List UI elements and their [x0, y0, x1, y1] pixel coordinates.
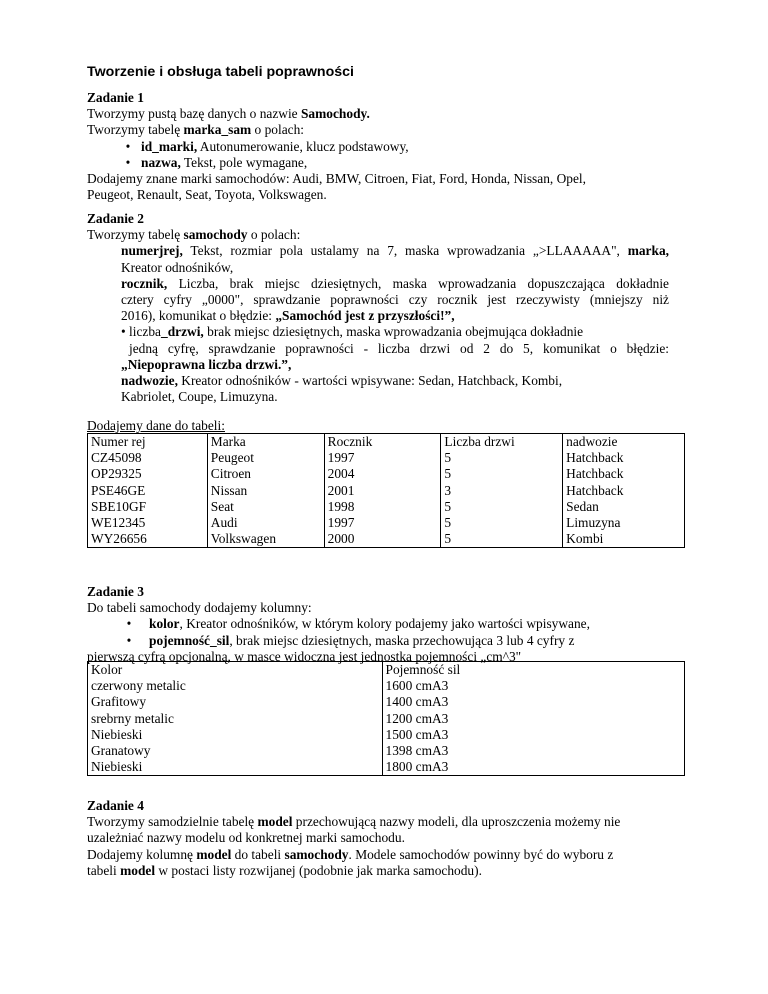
table-cell: Peugeot [207, 450, 324, 466]
table-cell: Sedan [563, 499, 685, 515]
table-row [88, 450, 685, 466]
table-cell: Grafitowy [88, 694, 383, 710]
table-cell: Limuzyna [563, 515, 685, 531]
cars-table-header-cell: nadwozie [563, 434, 685, 451]
table-cell: Citroen [207, 466, 324, 482]
table-cell: czerwony metalic [88, 678, 383, 694]
table-cell: SBE10GF [88, 499, 208, 515]
table-row [88, 759, 685, 776]
table-row [88, 678, 685, 694]
colors-table-header-cell: Pojemność sil [382, 662, 685, 679]
task-3-line-4: pierwszą cyfrą opcjonalną, w masce widoczna jest jednostka pojemności „cm^3" [87, 648, 522, 664]
task-3-bullet-1: • kolor, Kreator odnośników, w którym kolory podajemy jako wartości wpisywane, [126, 616, 590, 632]
table-cell: PSE46GE [88, 483, 208, 499]
table-row [88, 694, 685, 710]
task-1 [87, 90, 687, 203]
task-4-line-3: Dodajemy kolumnę model do tabeli samochody. Modele samochodów powinny być do wyboru z [87, 846, 614, 862]
colors-table-header-cell: Kolor [88, 662, 383, 679]
table-row [88, 466, 685, 482]
table-cell: 2001 [324, 483, 441, 499]
table-cell: 1997 [324, 450, 441, 466]
cars-table-header-cell: Liczba drzwi [441, 434, 563, 451]
table-cell: 1398 cmA3 [382, 743, 685, 759]
task-2-heading: Zadanie 2 [87, 211, 144, 226]
field-numerjrej: numerjrej, Tekst, rozmiar pola ustalamy na 7, maska wprowadzania „>LLAAAAA", marka, [121, 243, 669, 259]
task-2-line-1: Tworzymy tabelę samochody o polach: [87, 227, 301, 243]
table-cell: 1200 cmA3 [382, 711, 685, 727]
task-2-table-caption: Dodajemy dane do tabeli: [87, 418, 225, 433]
table-cell: 1998 [324, 499, 441, 515]
table-cell: 1600 cmA3 [382, 678, 685, 694]
table-row [88, 499, 685, 515]
task-4-line-1: Tworzymy samodzielnie tabelę model przechowującą nazwy modeli, dla uproszczenia możemy nie [87, 814, 621, 830]
table-cell: 5 [441, 531, 563, 548]
task-3-line-1: Do tabeli samochody dodajemy kolumny: [87, 600, 312, 616]
table-row [88, 515, 685, 531]
table-cell: 2000 [324, 531, 441, 548]
cars-table [87, 433, 685, 548]
colors-table-header-row [88, 662, 685, 679]
document-title: Tworzenie i obsługa tabeli poprawności [87, 64, 354, 80]
task-1-bullet-1: • id_marki, Autonumerowanie, klucz podstawowy, [125, 138, 409, 154]
field-nadwozie: nadwozie, Kreator odnośników - wartości wpisywane: Sedan, Hatchback, Kombi, [121, 372, 563, 388]
table-cell: Hatchback [563, 483, 685, 499]
task-2 [87, 211, 687, 405]
cars-table-header-cell: Rocznik [324, 434, 441, 451]
table-cell: Seat [207, 499, 324, 515]
table-cell: Hatchback [563, 450, 685, 466]
task-1-line-6: Peugeot, Renault, Seat, Toyota, Volkswagen. [87, 187, 327, 203]
table-cell: WY26656 [88, 531, 208, 548]
table-cell: CZ45098 [88, 450, 208, 466]
table-row [88, 711, 685, 727]
table-cell: Audi [207, 515, 324, 531]
table-cell: OP29325 [88, 466, 208, 482]
task-2-fields: numerjrej, Tekst, rozmiar pola ustalamy na 7, maska wprowadzania „>LLAAAAA", marka, Kreator odnośników, rocznik, Liczba, brak miejsc dziesiętnych, maska wprowadzania dopuszczająca dokładnie cztery cyfry „0000", sprawdzanie poprawności czy rocznik jest rzeczywisty (mniejszy niż 2016), komunikat o błędzie: „Samochód jest z przyszłości!”, • liczba_drzwi, brak miejsc dziesiętnych, maska wprowadzania obejmująca dokładnie jedną cyfrę, sprawdzanie poprawności - liczba drzwi od 2 do 5, komunikat o błędzie: „Niepoprawna liczba drzwi.”, nadwozie, Kreator odnośników - wartości wpisywane: Sedan, Hatchback, Kombi, Kabriolet, Coupe, Limuzyna. [121, 243, 669, 405]
table-cell: srebrny metalic [88, 711, 383, 727]
field-rocznik: rocznik, Liczba, brak miejsc dziesiętnych, maska wprowadzania dopuszczająca dokładnie [121, 275, 669, 291]
task-4-heading: Zadanie 4 [87, 798, 144, 813]
table-row [88, 743, 685, 759]
table-cell: 5 [441, 466, 563, 482]
task-3-bullet-2: • pojemność_sil, brak miejsc dziesiętnych, maska przechowująca 3 lub 4 cyfry z [126, 632, 575, 648]
table-cell: 5 [441, 499, 563, 515]
table-cell: Volkswagen [207, 531, 324, 548]
table-cell: 1500 cmA3 [382, 727, 685, 743]
table-cell: 5 [441, 450, 563, 466]
task-3-heading: Zadanie 3 [87, 584, 144, 599]
task-1-line-5: Dodajemy znane marki samochodów: Audi, BMW, Citroen, Fiat, Ford, Honda, Nissan, Opel, [87, 170, 586, 186]
table-cell: WE12345 [88, 515, 208, 531]
task-4-line-2: uzależniać nazwy modelu od konkretnej marki samochodu. [87, 830, 405, 846]
task-4 [87, 798, 687, 879]
task-3 [87, 584, 687, 665]
table-row [88, 531, 685, 548]
table-row [88, 483, 685, 499]
table-cell: Niebieski [88, 727, 383, 743]
table-cell: 2004 [324, 466, 441, 482]
table-cell: 3 [441, 483, 563, 499]
table-cell: 5 [441, 515, 563, 531]
task-1-heading: Zadanie 1 [87, 90, 144, 105]
table-cell: Granatowy [88, 743, 383, 759]
table-cell: 1400 cmA3 [382, 694, 685, 710]
table-cell: Kombi [563, 531, 685, 548]
table-cell: 1997 [324, 515, 441, 531]
table-cell: Nissan [207, 483, 324, 499]
cars-table-header-row [88, 434, 685, 451]
field-liczba-drzwi: • liczba_drzwi, brak miejsc dziesiętnych, maska wprowadzania obejmująca dokładnie [121, 324, 584, 340]
table-cell: 1800 cmA3 [382, 759, 685, 776]
table-row [88, 727, 685, 743]
table-cell: Niebieski [88, 759, 383, 776]
cars-table-header-cell: Marka [207, 434, 324, 451]
task-1-line-2: Tworzymy tabelę marka_sam o polach: [87, 122, 304, 138]
task-4-line-4: tabeli model w postaci listy rozwijanej (podobnie jak marka samochodu). [87, 862, 482, 878]
table-cell: Hatchback [563, 466, 685, 482]
cars-table-header-cell: Numer rej [88, 434, 208, 451]
task-1-line-1: Tworzymy pustą bazę danych o nazwie Samochody. [87, 106, 370, 122]
task-1-bullet-2: • nazwa, Tekst, pole wymagane, [125, 154, 308, 170]
colors-table [87, 661, 685, 776]
